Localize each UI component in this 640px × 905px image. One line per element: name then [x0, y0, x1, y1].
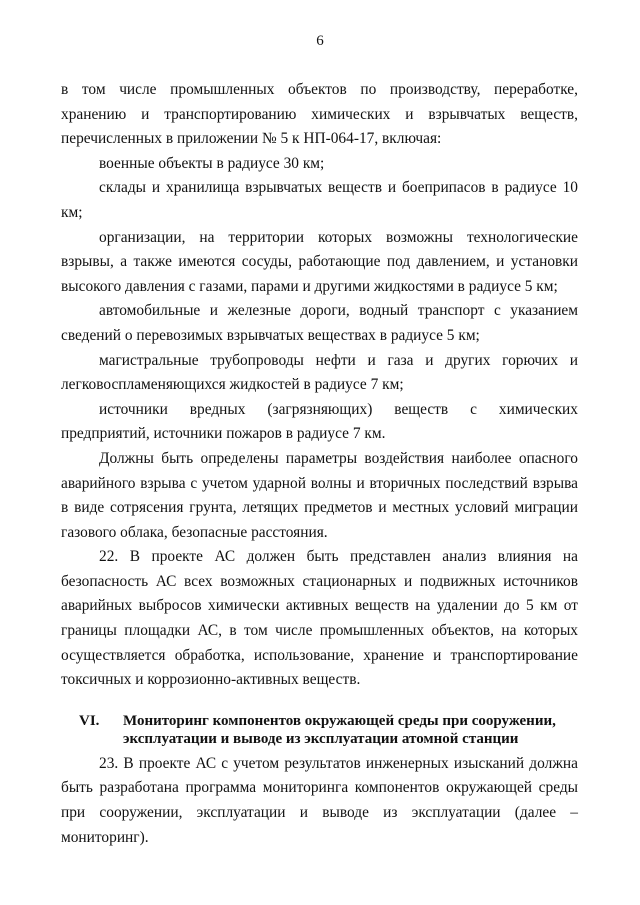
section-heading: [61, 712, 578, 748]
document-body: [61, 78, 578, 850]
paragraph-22: 22. В проекте АС должен быть представлен анализ влияния на безопасность АС всех возможных стационарных и подвижных источников аварийных выбросов химически активных веществ на удалении до 5 км от границы площадки АС, в том числе промышленных объектов, на которых осуществляется обработка, использование, хранение и транспортирование токсичных и коррозионно-активных веществ.: [61, 548, 578, 689]
page-number: 6: [316, 33, 324, 49]
paragraph-intro: в том числе промышленных объектов по производству, переработке, хранению и транспортированию химических и взрывчатых веществ, перечисленных в приложении № 5 к НП-064-17, включая:: [61, 81, 578, 148]
list-item-organizations: организации, на территории которых возможны технологические взрывы, а также имеются сосуды, работающие под давлением, и установки высокого давления с газами, парами и другими жидкостями в радиусе 5 км;: [61, 228, 578, 295]
paragraph-23: 23. В проекте АС с учетом результатов инженерных изысканий должна быть разработана программа мониторинга компонентов окружающей среды при сооружении, эксплуатации и выводе из эксплуатации (далее – мониторинг).: [61, 754, 578, 846]
list-item-pipelines: магистральные трубопроводы нефти и газа и других горючих и легковоспламеняющихся жидкостей в радиусе 7 км;: [61, 351, 578, 394]
list-item-military: военные объекты в радиусе 30 км;: [99, 154, 325, 172]
list-item-warehouses: склады и хранилища взрывчатых веществ и боеприпасов в радиусе 10 км;: [61, 179, 578, 221]
paragraph-explosion-params: Должны быть определены параметры воздействия наиболее опасного аварийного взрыва с учетом ударной волны и вторичных последствий взрыва в виде сотрясения грунта, летящих предметов и местных условий миграции газового облака, безопасные расстояния.: [61, 449, 578, 541]
section-title-line-2: эксплуатации и выводе из эксплуатации атомной станции: [123, 730, 519, 747]
section-title-line-1: Мониторинг компонентов окружающей среды при сооружении,: [123, 712, 556, 729]
list-item-sources: источники вредных (загрязняющих) веществ с химических предприятий, источники пожаров в радиусе 7 км.: [61, 400, 578, 443]
section-number: VI.: [79, 712, 100, 729]
list-item-roads: автомобильные и железные дороги, водный транспорт с указанием сведений о перевозимых взрывчатых веществах в радиусе 5 км;: [61, 302, 578, 344]
